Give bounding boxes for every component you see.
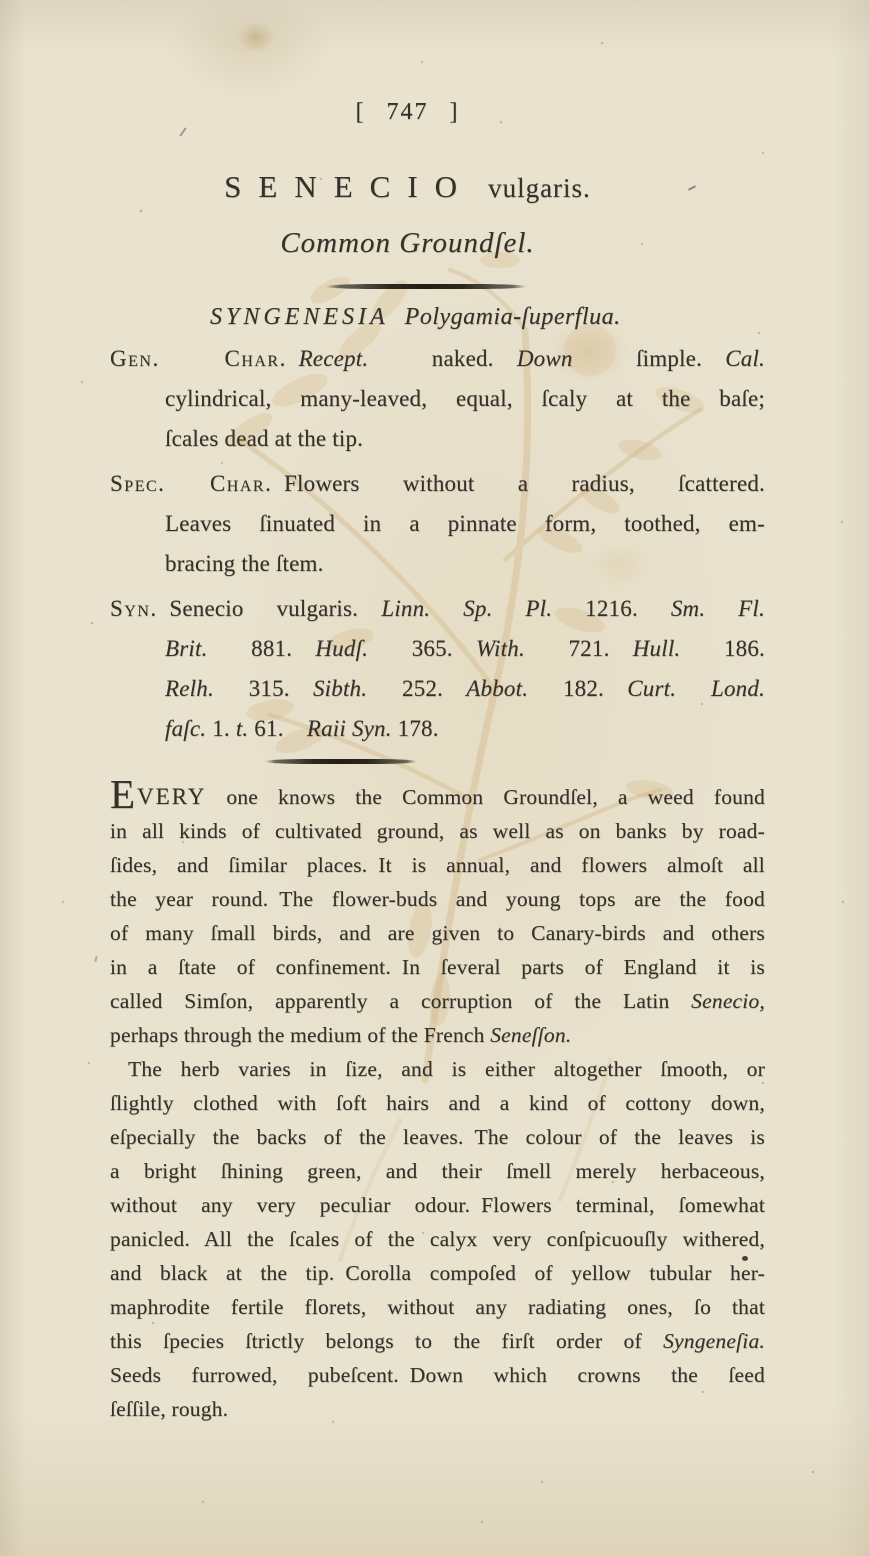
text-run: 721. xyxy=(524,636,633,661)
text-run: Syngeneſia. xyxy=(663,1329,765,1353)
text-run: Cal. xyxy=(725,346,765,371)
text-run: Hull. xyxy=(632,636,681,661)
text-run: ſeſſile, rough. xyxy=(110,1397,229,1421)
text-run: Down xyxy=(516,346,573,371)
pen-mark xyxy=(94,956,97,962)
text-run: Syn. xyxy=(110,596,158,621)
text-line xyxy=(110,1154,765,1188)
text-run: t. xyxy=(235,716,249,741)
text-run: called Simſon, apparently a corruption of the Latin xyxy=(110,989,692,1013)
text-run: 178. xyxy=(391,716,439,741)
linnaean-class: SYNGENESIA xyxy=(210,304,389,330)
tapered-divider-rule-top xyxy=(325,284,527,289)
text-run: maphrodite fertile florets, without any radiating ones, ſo that xyxy=(110,1295,765,1319)
classification-line xyxy=(110,305,765,329)
text-line xyxy=(110,882,765,916)
page-content xyxy=(110,0,765,1426)
text-line xyxy=(110,1392,765,1426)
text-line xyxy=(110,1120,765,1154)
text-run: in all kinds of cultivated ground, as well as on banks by road- xyxy=(110,819,765,843)
text-line xyxy=(110,339,765,379)
text-run: 61. xyxy=(248,716,307,741)
text-line xyxy=(110,1358,765,1392)
text-run: Sm. Fl. xyxy=(670,596,765,621)
text-run: a bright ſhining green, and their ſmell merely herbaceous, xyxy=(110,1159,765,1183)
text-run: 182. xyxy=(528,676,628,701)
text-run: Seneſſon. xyxy=(490,1023,572,1047)
text-run: Brit. xyxy=(165,636,208,661)
text-run: Leaves ſinuated in a pinnate form, toothed, em- xyxy=(165,511,765,536)
body-paragraph-1 xyxy=(110,771,765,1052)
text-run: 1. xyxy=(206,716,236,741)
text-line xyxy=(110,504,765,544)
text-run: eſpecially the backs of the leaves. The colour of the leaves is xyxy=(110,1125,765,1149)
text-run: ſlightly clothed with ſoft hairs and a kind of cottony down, xyxy=(110,1091,765,1115)
enlarged-initial: E xyxy=(110,771,137,817)
text-line xyxy=(110,464,765,504)
text-run: in a ſtate of confinement. In ſeveral parts of England it is xyxy=(110,955,765,979)
ink-speck xyxy=(742,1256,748,1261)
text-line xyxy=(110,916,765,950)
text-line xyxy=(110,709,765,749)
text-run: 1216. xyxy=(552,596,671,621)
text-run xyxy=(287,346,299,371)
text-line xyxy=(110,1052,765,1086)
text-line xyxy=(110,984,765,1018)
text-run: 252. xyxy=(367,676,467,701)
text-run: Flowers without a radius, ſcattered. xyxy=(272,471,766,496)
text-line xyxy=(110,379,765,419)
section-gen-char xyxy=(110,339,765,459)
text-line xyxy=(110,950,765,984)
text-run: Curt. Lond. xyxy=(627,676,765,701)
tapered-divider-rule-middle xyxy=(265,759,417,764)
text-run: Raii Syn. xyxy=(306,716,392,741)
text-run: Recept. xyxy=(298,346,369,371)
text-run: Relh. xyxy=(165,676,214,701)
text-run: Hudſ. xyxy=(315,636,369,661)
text-run: bracing the ſtem. xyxy=(165,551,324,576)
linnaean-order: Polygamia-ſuperflua. xyxy=(404,304,621,330)
text-line xyxy=(110,419,765,459)
section-spec-char xyxy=(110,464,765,584)
text-run: Senecio, xyxy=(691,989,765,1013)
text-run: of many ſmall birds, and are given to Canary-birds and others xyxy=(110,921,765,945)
paper-speckles xyxy=(0,0,2,2)
text-run: and black at the tip. Corolla compoſed of yellow tubular her- xyxy=(110,1261,765,1285)
text-run: Spec. Char. xyxy=(110,471,273,496)
text-run: naked. xyxy=(368,346,517,371)
text-line xyxy=(110,1018,765,1052)
body-paragraph-2 xyxy=(110,1052,765,1426)
text-run: one knows the Common Groundſel, a weed found xyxy=(206,785,765,809)
text-line xyxy=(110,771,765,817)
text-run: With. xyxy=(475,636,525,661)
text-run: faſc. xyxy=(165,716,207,741)
section-synonyms xyxy=(110,589,765,749)
text-run: cylindrical, many-leaved, equal, ſcaly at the baſe; xyxy=(165,386,765,411)
text-line xyxy=(110,589,765,629)
text-line xyxy=(110,1086,765,1120)
character-sections xyxy=(110,339,765,749)
text-run: VERY xyxy=(137,784,207,809)
common-name: Common Groundſel. xyxy=(280,227,535,259)
text-line xyxy=(110,1188,765,1222)
text-run: Abbot. xyxy=(466,676,529,701)
page-number: [ 747 ] xyxy=(355,99,460,125)
text-run: 186. xyxy=(680,636,766,661)
species-epithet: vulgaris. xyxy=(488,173,591,203)
text-run: without any very peculiar odour. Flowers terminal, ſomewhat xyxy=(110,1193,765,1217)
text-line xyxy=(110,1256,765,1290)
text-line xyxy=(110,814,765,848)
text-line xyxy=(110,1324,765,1358)
text-line xyxy=(110,669,765,709)
text-line xyxy=(110,1290,765,1324)
text-run: Linn. Sp. Pl. xyxy=(381,596,553,621)
text-run: perhaps through the medium of the French xyxy=(110,1023,491,1047)
text-run: The herb varies in ſize, and is either altogether ſmooth, or xyxy=(128,1057,765,1081)
text-run: this ſpecies ſtrictly belongs to the firſt order of xyxy=(110,1329,664,1353)
text-line xyxy=(110,544,765,584)
text-run: Seeds furrowed, pubeſcent. Down which crowns the ſeed xyxy=(110,1363,765,1387)
text-line xyxy=(110,629,765,669)
text-run: 315. xyxy=(213,676,313,701)
text-line xyxy=(110,1222,765,1256)
species-title xyxy=(110,170,765,202)
text-line xyxy=(110,848,765,882)
text-run: panicled. All the ſcales of the calyx very conſpicuouſly withered, xyxy=(110,1227,765,1251)
text-run: Sibth. xyxy=(312,676,368,701)
text-run: Gen. Char. xyxy=(110,346,287,371)
text-run: ſimple. xyxy=(572,346,726,371)
text-run: ſcales dead at the tip. xyxy=(165,426,364,451)
text-run: the year round. The flower-buds and young tops are the food xyxy=(110,887,765,911)
text-run: Senecio vulgaris. xyxy=(157,596,382,621)
body-text xyxy=(110,771,765,1426)
text-run: 365. xyxy=(368,636,476,661)
text-run: ſides, and ſimilar places. It is annual, and flowers almoſt all xyxy=(110,853,765,877)
genus-name: SENECIO xyxy=(224,169,475,204)
text-run: 881. xyxy=(207,636,316,661)
